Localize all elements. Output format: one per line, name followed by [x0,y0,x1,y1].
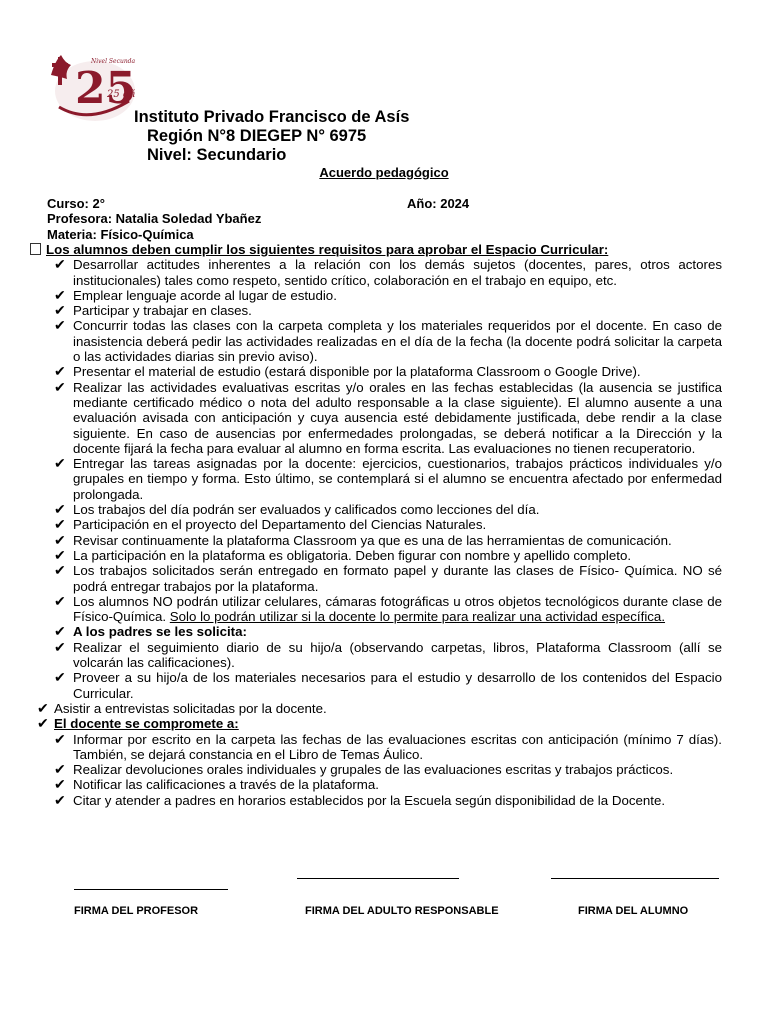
checkmark-icon: ✔ [54,531,66,548]
checkmark-icon: ✔ [54,516,66,533]
checkmark-icon: ✔ [54,761,66,778]
list-item: ✔ Proveer a su hijo/a de los materiales necesarios para el estudio y desarrollo de los contenidos del Espacio Curricular. [54,669,722,701]
region-line: Región N°8 DIEGEP N° 6975 [147,127,367,145]
list-item: ✔ Notificar las calificaciones a través de la plataforma. [54,776,379,793]
svg-text:25: 25 [75,63,135,114]
list-item: ✔ Desarrollar actitudes inherentes a la relación con los demás sujetos (docentes, pares, otros actores institucionales) tales como respeto, sentido crítico, colaboración en el trabajo en equipo, etc. [54,256,722,288]
checkmark-icon: ✔ [54,562,66,579]
svg-text:25 años: 25 añ [107,89,135,100]
list-item: ✔ Asistir a entrevistas solicitadas por la docente. [37,699,327,716]
document-title: Acuerdo pedagógico [319,165,449,180]
course-label: Curso: 2° [47,196,105,211]
checkmark-icon: ✔ [54,791,66,808]
checkmark-icon: ✔ [54,317,66,334]
teacher-section-heading: ✔ El docente se compromete a: [37,715,239,732]
checkmark-icon: ✔ [54,256,66,273]
checkmark-icon: ✔ [54,776,66,793]
checkmark-icon: ✔ [54,286,66,303]
teacher-signature-line [74,889,228,890]
list-item: ✔ Participar y trabajar en clases. [54,302,252,319]
list-item: ✔ Los trabajos solicitados serán entregado en formato papel y durante las clases de Físico- Química. NO sé podrá entregar trabajos por la plataforma. [54,562,722,594]
list-item: ✔ Los alumnos NO podrán utilizar celulares, cámaras fotográficas u otros objetos tecnológicos durante clase de Físico-Química. Solo lo podrán utilizar si la docente lo permite para realizar una actividad específica. [54,592,722,625]
guardian-signature-line [297,878,459,879]
checkmark-icon: ✔ [54,302,66,319]
student-signature-label: FIRMA DEL ALUMNO [578,905,689,917]
phones-list [30,594,722,640]
agreement-body [30,242,722,808]
school-name: Instituto Privado Francisco de Asís [134,108,410,126]
checkmark-icon: ✔ [54,623,66,640]
subject-label: Materia: Físico-Química [47,227,194,242]
list-item: ✔ Participación en el proyecto del Departamento del Ciencias Naturales. [54,516,487,533]
student-signature-line [551,878,719,879]
list-item: ✔ Revisar continuamente la plataforma Classroom ya que es una de las herramientas de comunicación. [54,531,672,548]
year-label: Año: 2024 [407,196,470,211]
document-title-row [0,165,768,180]
checkmark-icon: ✔ [37,699,49,716]
list-item: ✔ Concurrir todas las clases con la carpeta completa y los materiales requeridos por el docente. En caso de inasistencia deberá pedir las actividades realizadas en el día de la fecha (la docente podrá solicitar la carpeta o las actividades diarias sin previo aviso). [54,317,722,365]
list-item: ✔ Realizar el seguimiento diario de su hijo/a (observando carpetas, libros, Plataforma Classroom (allí se volcarán las calificaciones). [54,638,722,671]
teacher-label: Profesora: Natalia Soledad Ybañez [47,211,262,226]
list-item: ✔ Realizar devoluciones orales individuales y grupales de las evaluaciones escritas y trabajos prácticos. [54,761,674,778]
checkbox-icon [30,243,41,255]
list-item: ✔ La participación en la plataforma es obligatoria. Deben figurar con nombre y apellido completo. [54,546,632,563]
checkmark-icon: ✔ [54,455,66,472]
students-section-heading: Los alumnos deben cumplir los siguientes requisitos para aprobar el Espacio Curricular: [30,242,722,257]
list-item: ✔ Los trabajos del día podrán ser evaluados y calificados como lecciones del día. [54,501,540,518]
teacher-signature-label: FIRMA DEL PROFESOR [74,905,199,917]
parents-section-heading: ✔ A los padres se les solicita: [54,623,247,640]
checkmark-icon: ✔ [54,638,66,655]
checkmark-icon: ✔ [54,592,66,609]
checkmark-icon: ✔ [54,730,66,747]
school-logo [45,45,135,123]
list-item: ✔ Emplear lenguaje acorde al lugar de estudio. [54,286,337,303]
students-requirements-list [30,257,722,594]
list-item: ✔ Citar y atender a padres en horarios establecidos por la Escuela según disponibilidad de la Docente. [54,791,666,808]
guardian-signature-label: FIRMA DEL ADULTO RESPONSABLE [305,905,499,917]
checkmark-icon: ✔ [54,669,66,686]
list-item: ✔ Informar por escrito en la carpeta las fechas de las evaluaciones escritas con anticipación (mínimo 7 días). También, se dejará constancia en el Libro de Temas Áulico. [54,730,722,762]
list-item: ✔ Entregar las tareas asignadas por la docente: ejercicios, cuestionarios, trabajos prácticos individuales y/o grupales en tiempo y forma. Esto último, se contemplará si el alumno se encuentra afectado por enfermedad prolongada. [54,455,722,502]
checkmark-icon: ✔ [37,715,49,732]
interview-list [30,701,722,732]
checkmark-icon: ✔ [54,378,66,395]
list-item: ✔ Realizar las actividades evaluativas escritas y/o orales en las fechas establecidas (la ausencia se justifica mediante certificado médico o nota del adulto responsable a la clase siguiente). El alumno ausente a una evaluación avisada con anticipación y cuya ausencia esté debidamente justificada, debe rendir a la clase siguiente. En caso de ausencias por enfermedades prolongadas, se deberá notificar a la Dirección y la docente fijará la fecha para evaluar al alumno en forma escrita. Las evaluaciones no tienen recuperatorio. [54,378,722,456]
svg-text:Nivel Secundario: Nivel Secunda [91,58,135,65]
school-header [134,108,409,165]
checkmark-icon: ✔ [54,363,66,380]
checkmark-icon: ✔ [54,501,66,518]
level-line: Nivel: Secundario [147,146,287,164]
parents-requirements-list [30,640,722,701]
checkmark-icon: ✔ [54,546,66,563]
list-item: ✔ Presentar el material de estudio (estará disponible por la plataforma Classroom o Google Drive). [54,363,641,380]
teacher-commitments-list [30,732,722,808]
